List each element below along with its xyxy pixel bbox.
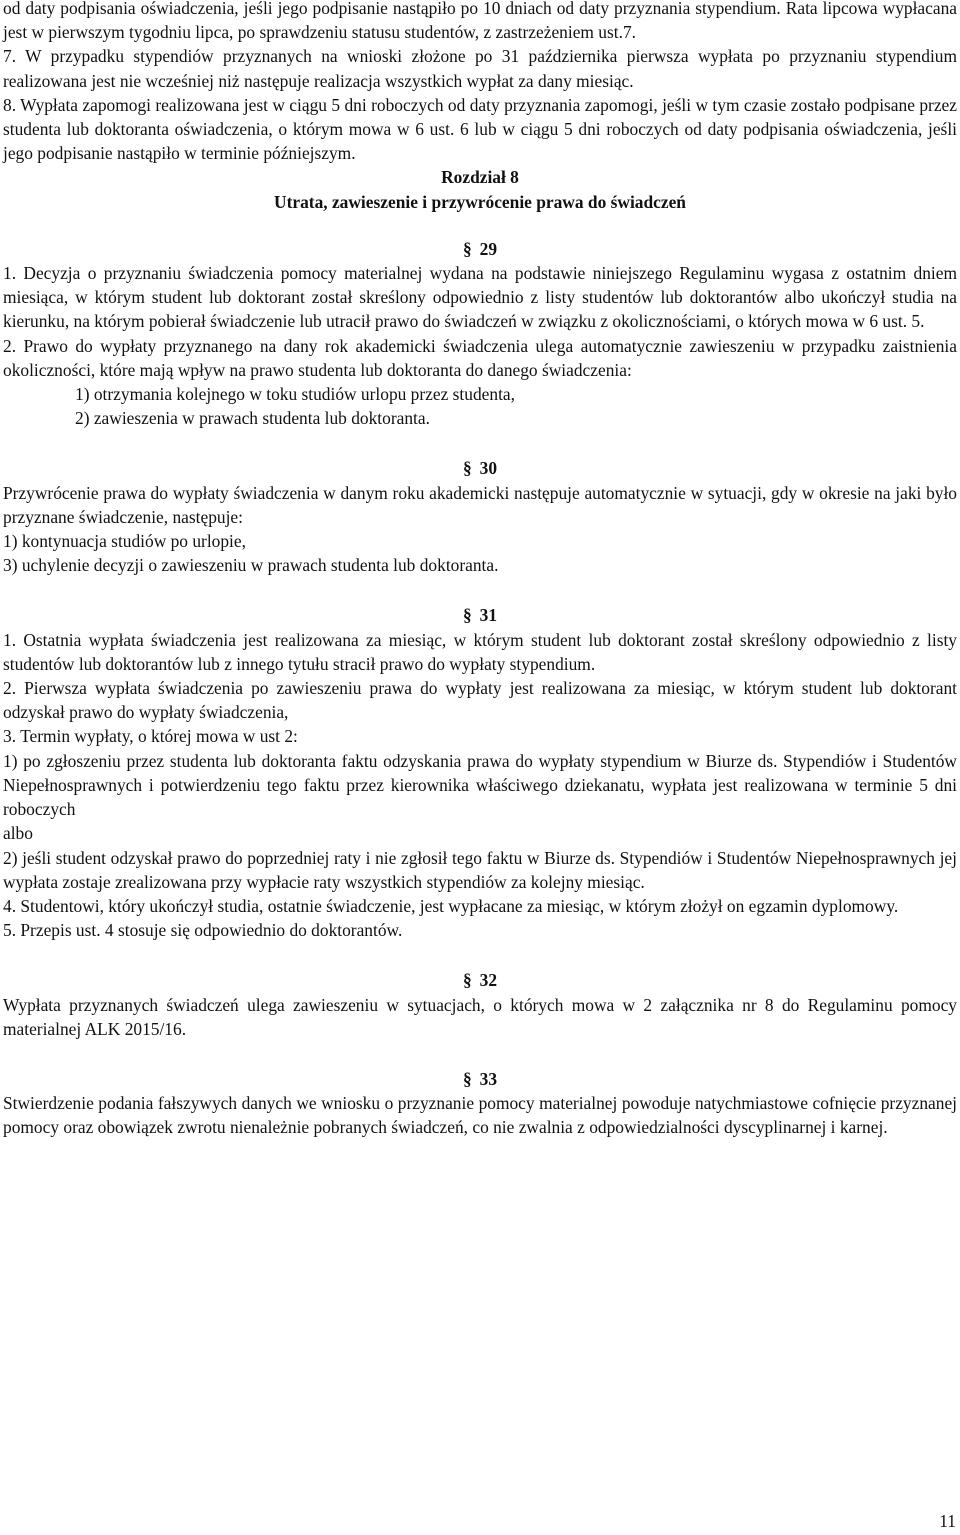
- section-30-item-3: 3) uchylenie decyzji o zawieszeniu w prawach studenta lub doktoranta.: [3, 555, 499, 576]
- section-number: 32: [479, 970, 498, 991]
- section-heading-30: [3, 456, 957, 480]
- chapter-title: Rozdział 8: [441, 167, 519, 188]
- section-32-paragraph-1: Wypłata przyznanych świadczeń ulega zawieszeniu w sytuacjach, o których mowa w 2 załącznika nr 8 do Regulaminu pomocy materialnej ALK 2015/16.: [3, 994, 957, 1039]
- section-heading-31: [3, 603, 957, 627]
- section-heading-29: [3, 237, 957, 261]
- document-page: [3, 0, 957, 1140]
- section-number: 31: [479, 605, 498, 626]
- section-31-albo: albo: [3, 823, 33, 844]
- section-31-paragraph-3: 3. Termin wypłaty, o której mowa w ust 2:: [3, 726, 298, 747]
- section-symbol: §: [462, 1068, 472, 1089]
- paragraph-continuation: od daty podpisania oświadczenia, jeśli jego podpisanie nastąpiło po 10 dniach od daty przyznania stypendium. Rata lipcowa wypłacana jest w pierwszym tygodniu lipca, po sprawdzeniu statusu studentów, z zastrzeżeniem ust.7.: [3, 0, 957, 43]
- section-33-paragraph-1: Stwierdzenie podania fałszywych danych we wniosku o przyznanie pomocy materialnej powoduje natychmiastowe cofnięcie przyznanej pomocy oraz obowiązek zwrotu nienależnie pobranych świadczeń, co nie zwalnia z odpowiedzialności dyscyplinarnej i karnej.: [3, 1093, 957, 1138]
- section-heading-32: [3, 968, 957, 992]
- section-29-list-item-2: 2) zawieszenia w prawach studenta lub doktoranta.: [75, 408, 430, 429]
- section-31-paragraph-3-item-1: 1) po zgłoszeniu przez studenta lub doktoranta faktu odzyskania prawa do wypłaty stypendium w Biurze ds. Stypendiów i Studentów Niepełnosprawnych i potwierdzeniu tego faktu przez kierownika właściwego dziekanatu, wypłata jest realizowana w terminie 5 dni roboczych: [3, 750, 957, 820]
- section-symbol: §: [462, 605, 472, 626]
- section-29-list-item-1: 1) otrzymania kolejnego w toku studiów urlopu przez studenta,: [75, 384, 515, 405]
- section-30-item-1: 1) kontynuacja studiów po urlopie,: [3, 531, 246, 552]
- section-number: 29: [479, 238, 498, 259]
- section-symbol: §: [462, 970, 472, 991]
- section-31-paragraph-3-item-2: 2) jeśli student odzyskał prawo do poprzedniej raty i nie zgłosił tego faktu w Biurze ds. Stypendiów i Studentów Niepełnosprawnych jej wypłata zostaje zrealizowana przy wypłacie raty wszystkich stypendiów za kolejny miesiąc.: [3, 847, 957, 892]
- paragraph-7: 7. W przypadku stypendiów przyznanych na wnioski złożone po 31 października pierwsza wypłata po przyznaniu stypendium realizowana jest nie wcześniej niż następuje realizacja wszystkich wypłat za dany miesiąc.: [3, 46, 957, 91]
- page-number: 11: [939, 1510, 956, 1531]
- section-30-paragraph-1: Przywrócenie prawa do wypłaty świadczenia w danym roku akademicki następuje automatycznie w sytuacji, gdy w okresie na jaki było przyznane świadczenie, następuje:: [3, 482, 957, 527]
- section-31-paragraph-1: 1. Ostatnia wypłata świadczenia jest realizowana za miesiąc, w którym student lub doktorant został skreślony odpowiednio z listy studentów lub doktorantów lub z innego tytułu stracił prawo do wypłaty stypendium.: [3, 629, 957, 674]
- paragraph-8: 8. Wypłata zapomogi realizowana jest w ciągu 5 dni roboczych od daty przyznania zapomogi, jeśli w tym czasie zostało podpisane przez studenta lub doktoranta oświadczenia, o którym mowa w 6 ust. 6 lub w ciągu 5 dni roboczych od daty podpisania oświadczenia, jeśli jego podpisanie nastąpiło w terminie późniejszym.: [3, 94, 957, 164]
- section-symbol: §: [462, 238, 472, 259]
- section-symbol: §: [462, 458, 472, 479]
- section-29-paragraph-2: 2. Prawo do wypłaty przyznanego na dany rok akademicki świadczenia ulega automatycznie zawieszeniu w przypadku zaistnienia okoliczności, które mają wpływ na prawo studenta lub doktoranta do danego świadczenia:: [3, 335, 957, 380]
- section-number: 30: [479, 458, 498, 479]
- section-number: 33: [479, 1068, 498, 1089]
- section-31-paragraph-2: 2. Pierwsza wypłata świadczenia po zawieszeniu prawa do wypłaty jest realizowana za miesiąc, w którym student lub doktorant odzyskał prawo do wypłaty świadczenia,: [3, 678, 957, 723]
- chapter-subtitle: Utrata, zawieszenie i przywrócenie prawa do świadczeń: [274, 191, 686, 212]
- section-29-paragraph-1: 1. Decyzja o przyznaniu świadczenia pomocy materialnej wydana na podstawie niniejszego Regulaminu wygasa z ostatnim dniem miesiąca, w którym student lub doktorant został skreślony odpowiednio z listy studentów lub doktorantów albo ukończył studia na kierunku, na którym pobierał świadczenie lub utracił prawo do świadczeń w związku z okolicznościami, o których mowa w 6 ust. 5.: [3, 263, 957, 332]
- section-31-paragraph-5: 5. Przepis ust. 4 stosuje się odpowiednio do doktorantów.: [3, 920, 403, 941]
- section-31-paragraph-4: 4. Studentowi, który ukończył studia, ostatnie świadczenie, jest wypłacane za miesiąc, w którym złożył on egzamin dyplomowy.: [3, 895, 899, 916]
- section-heading-33: [3, 1067, 957, 1091]
